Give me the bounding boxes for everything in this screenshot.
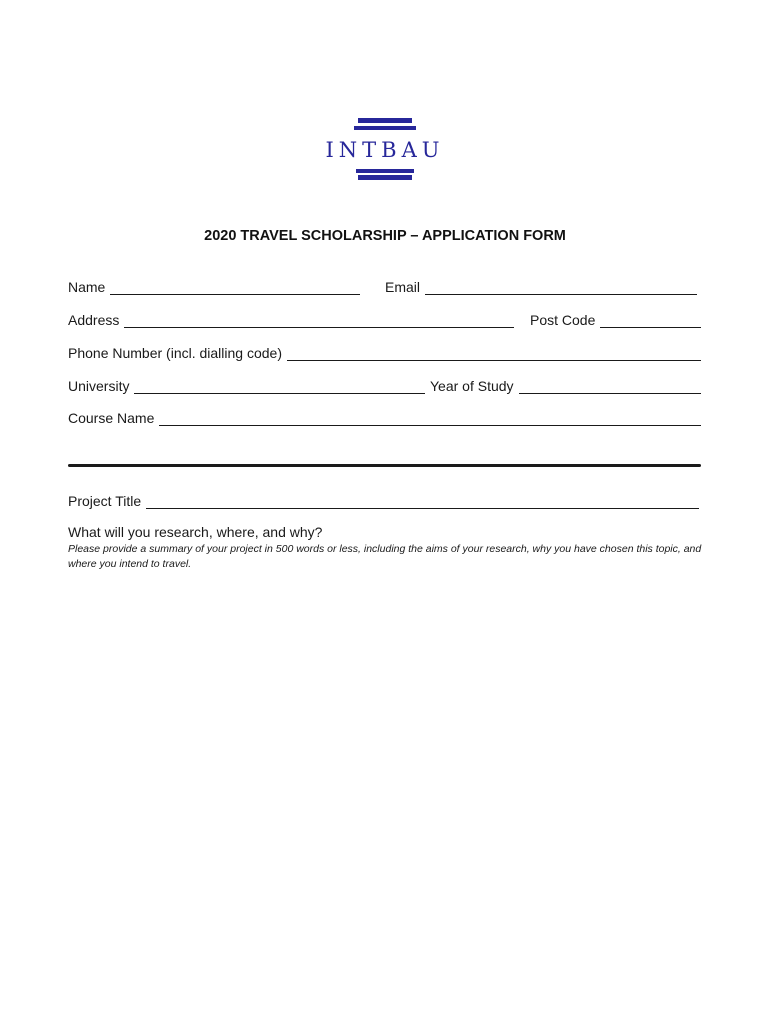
phone-field[interactable]: [68, 345, 701, 362]
name-input-line[interactable]: [110, 294, 360, 295]
address-input-line[interactable]: [124, 327, 514, 328]
year-of-study-field[interactable]: [430, 378, 701, 395]
logo-bottom-bar-lower: [358, 175, 412, 180]
phone-label: Phone Number (incl. dialling code): [68, 345, 282, 361]
logo-text: INTBAU: [325, 138, 445, 162]
post-code-input-line[interactable]: [600, 327, 701, 328]
email-label: Email: [385, 279, 421, 295]
intbau-logo: [320, 118, 450, 182]
university-field[interactable]: [68, 378, 425, 395]
post-code-field[interactable]: [530, 312, 701, 329]
email-input-line[interactable]: [425, 294, 697, 295]
logo-bottom-bar-upper: [356, 169, 414, 173]
post-code-label: Post Code: [530, 312, 596, 328]
course-name-field[interactable]: [68, 410, 701, 427]
form-title: 2020 TRAVEL SCHOLARSHIP – APPLICATION FORM: [204, 228, 566, 244]
project-title-field[interactable]: [68, 493, 699, 510]
name-label: Name: [68, 279, 106, 295]
course-name-input-line[interactable]: [159, 425, 701, 426]
course-name-label: Course Name: [68, 410, 155, 426]
year-of-study-label: Year of Study: [430, 378, 514, 394]
address-field[interactable]: [68, 312, 514, 329]
research-instructions: Please provide a summary of your project in 500 words or less, including the aims of your research, why you have chosen this topic, and where you intend to travel.: [68, 543, 702, 570]
name-field[interactable]: [68, 279, 360, 296]
research-question: What will you research, where, and why?: [68, 524, 323, 540]
phone-input-line[interactable]: [287, 360, 701, 361]
university-input-line[interactable]: [134, 393, 425, 394]
logo-top-bar-lower: [354, 126, 416, 130]
project-title-label: Project Title: [68, 493, 142, 509]
project-title-input-line[interactable]: [146, 508, 699, 509]
section-divider: [68, 464, 701, 467]
address-label: Address: [68, 312, 120, 328]
logo-top-bar-upper: [358, 118, 412, 123]
year-of-study-input-line[interactable]: [519, 393, 701, 394]
university-label: University: [68, 378, 130, 394]
email-field[interactable]: [385, 279, 697, 296]
